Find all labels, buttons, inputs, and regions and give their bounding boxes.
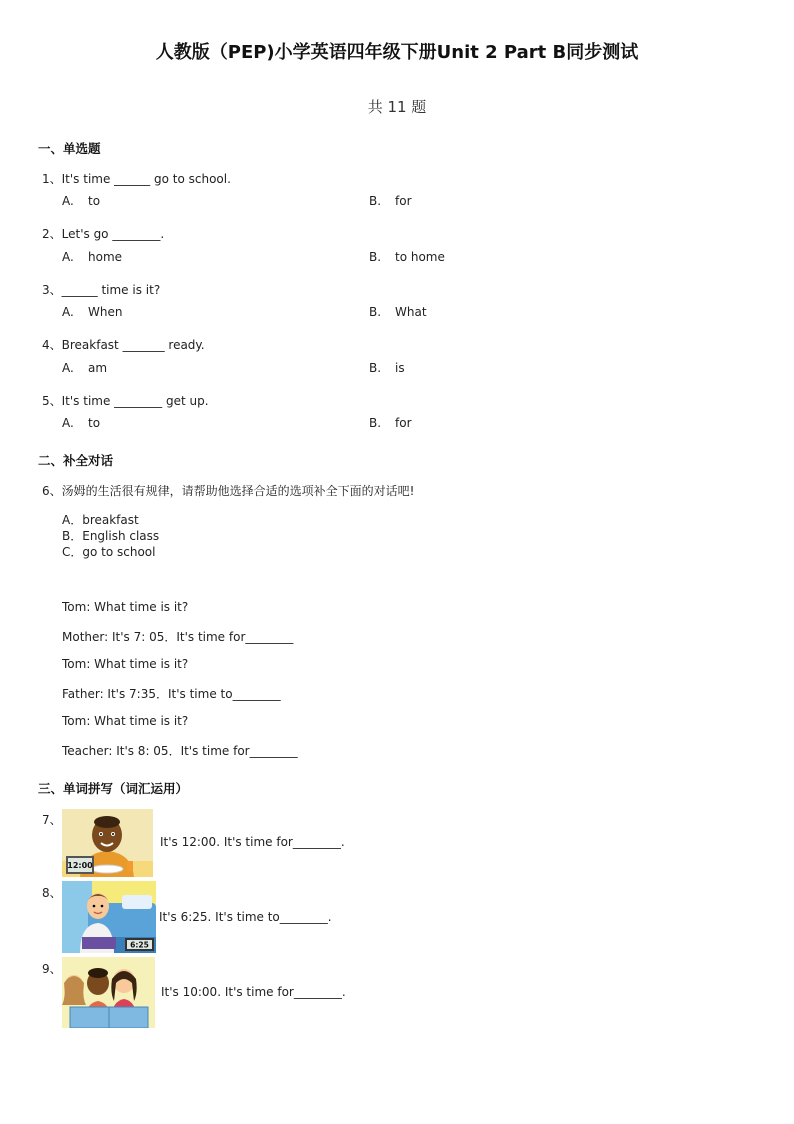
question-2: 2、Let's go ________. bbox=[42, 227, 165, 241]
option-1a[interactable]: A. to bbox=[62, 194, 101, 208]
option-3a[interactable]: A. When bbox=[62, 305, 123, 319]
option-2b[interactable]: B. to home bbox=[369, 250, 445, 264]
option-4a[interactable]: A. am bbox=[62, 361, 108, 375]
question-6: 6、汤姆的生活很有规律，请帮助他选择合适的选项补全下面的对话吧! bbox=[42, 484, 415, 498]
dialog-line-4: Father: It's 7:35．It's time to________ bbox=[62, 687, 281, 701]
lunch-picture bbox=[62, 809, 153, 877]
section-heading-spelling: 三、单词拼写（词汇运用） bbox=[38, 781, 189, 796]
question-8-text: It's 6:25. It's time to________. bbox=[159, 910, 332, 924]
question-9-number: 9、 bbox=[42, 962, 62, 976]
choice-a: A．breakfast bbox=[62, 513, 139, 527]
clock-display-1200: 12:00 bbox=[67, 861, 93, 870]
question-8-number: 8、 bbox=[42, 886, 62, 900]
question-7-text: It's 12:00. It's time for________. bbox=[160, 835, 345, 849]
english-class-picture bbox=[62, 957, 155, 1028]
question-1: 1、It's time ______ go to school. bbox=[42, 172, 231, 186]
clock-display-625: 6:25 bbox=[130, 940, 149, 950]
option-5b[interactable]: B. for bbox=[369, 416, 412, 430]
option-4b[interactable]: B. is bbox=[369, 361, 405, 375]
get-up-picture bbox=[62, 881, 156, 953]
dialog-line-6: Teacher: It's 8: 05．It's time for________ bbox=[62, 744, 298, 758]
question-9-text: It's 10:00. It's time for________. bbox=[161, 985, 346, 999]
section-heading-single-choice: 一、单选题 bbox=[38, 141, 101, 156]
question-count: 共 11 题 bbox=[367, 98, 427, 116]
choice-b: B．English class bbox=[62, 529, 160, 543]
dialog-line-2: Mother: It's 7: 05．It's time for________ bbox=[62, 630, 294, 644]
option-1b[interactable]: B. for bbox=[369, 194, 412, 208]
question-4: 4、Breakfast _______ ready. bbox=[42, 338, 205, 352]
dialog-line-3: Tom: What time is it? bbox=[62, 657, 189, 671]
question-7-number: 7、 bbox=[42, 813, 62, 827]
question-5: 5、It's time ________ get up. bbox=[42, 394, 209, 408]
dialog-line-5: Tom: What time is it? bbox=[62, 714, 189, 728]
option-3b[interactable]: B. What bbox=[369, 305, 427, 319]
choice-c: C．go to school bbox=[62, 545, 156, 559]
option-2a[interactable]: A. home bbox=[62, 250, 123, 264]
question-3: 3、______ time is it? bbox=[42, 283, 161, 297]
option-5a[interactable]: A. to bbox=[62, 416, 101, 430]
section-heading-dialog: 二、补全对话 bbox=[38, 453, 114, 468]
page-title: 人教版（PEP)小学英语四年级下册Unit 2 Part B同步测试 bbox=[155, 42, 639, 63]
dialog-line-1: Tom: What time is it? bbox=[62, 600, 189, 614]
